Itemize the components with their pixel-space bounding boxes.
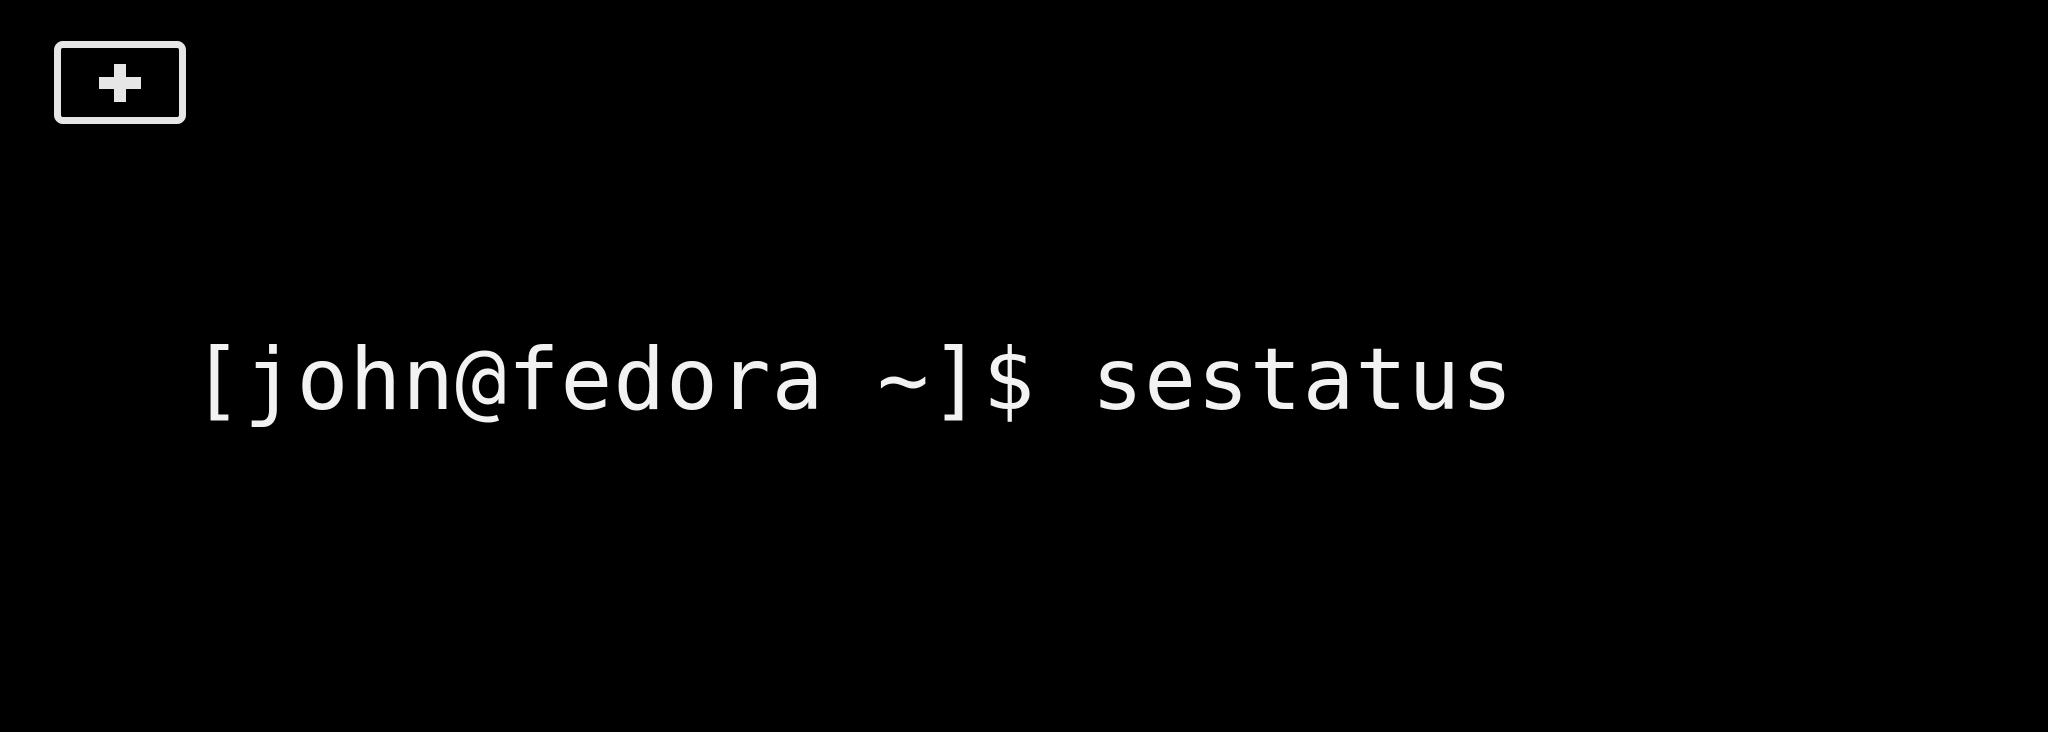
shell-prompt: [john@fedora ~]$ xyxy=(191,330,1036,430)
command-text: sestatus xyxy=(1091,330,1514,430)
plus-icon xyxy=(89,58,151,108)
new-tab-button[interactable] xyxy=(54,41,186,124)
terminal-prompt-line[interactable] xyxy=(0,230,1514,430)
